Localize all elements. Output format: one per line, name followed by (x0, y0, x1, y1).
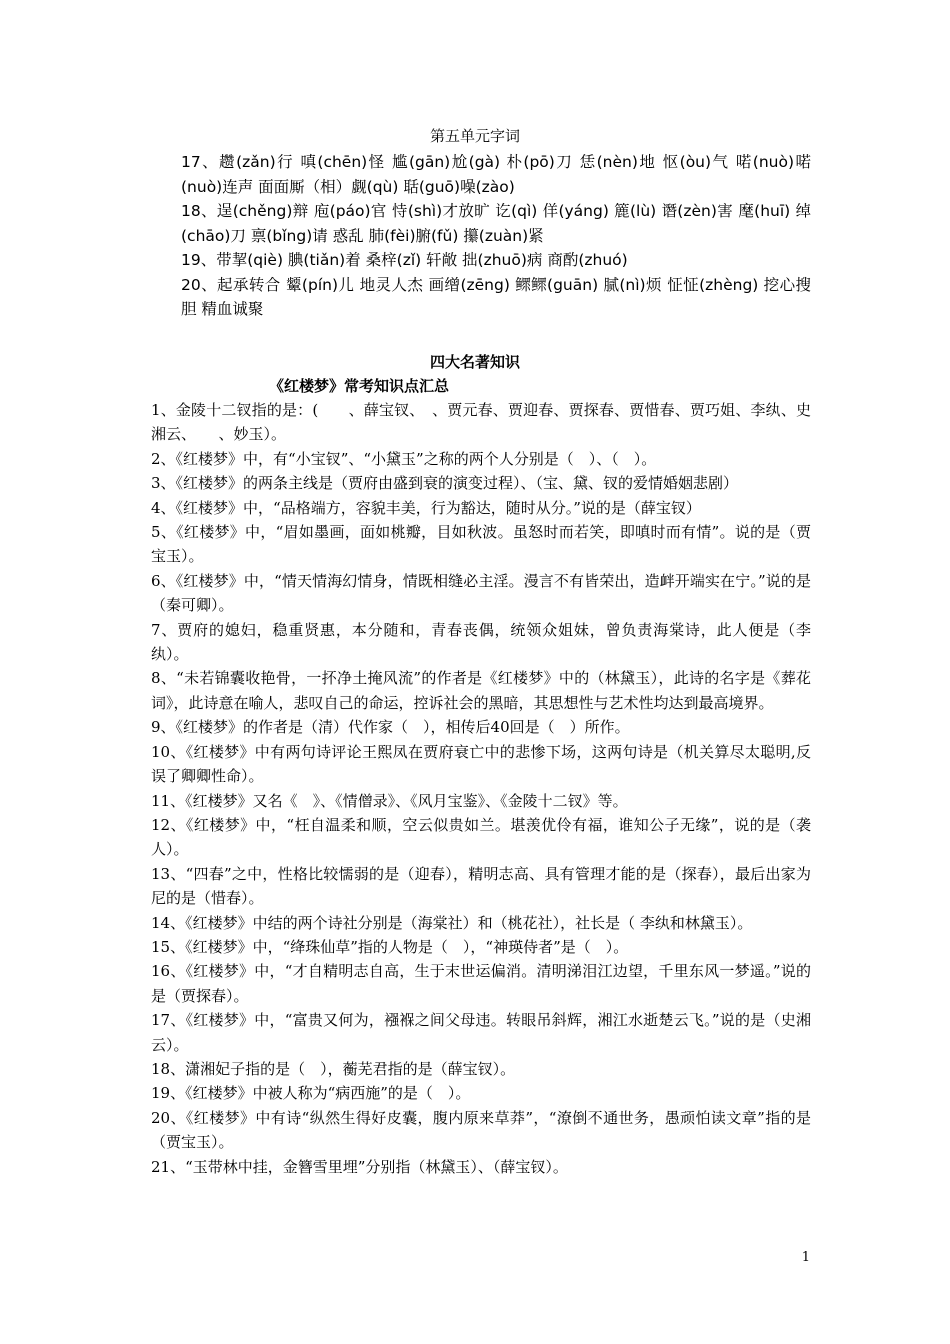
list-item: 2、《红楼梦》中，有“小宝钗”、“小黛玉”之称的两个人分别是（ ）、（ ）。 (151, 449, 657, 468)
list-item: 20、《红楼梦》中有诗“纵然生得好皮囊，腹内原来草莽”，“潦倒不通世务，愚顽怕读文章”指的是（贾宝玉）。 (151, 1108, 811, 1152)
list-item: 14、《红楼梦》中结的两个诗社分别是（海棠社）和（桃花社），社长是（ 李纨和林黛玉）。 (151, 913, 753, 932)
list-item: 6、《红楼梦》中，“情天情海幻情身，情既相缝必主淫。漫言不有皆荣出，造衅开端实在宁。”说的是（秦可卿）。 (151, 571, 811, 615)
list-item: 17、《红楼梦》中，“富贵又何为，襁褓之间父母违。转眼吊斜辉，湘江水逝楚云飞。”说的是（史湘云）。 (151, 1011, 811, 1054)
list-item: 1、金陵十二钗指的是：( 、薛宝钗、 、贾元春、贾迎春、贾探春、贾惜春、贾巧姐、李纨、史湘云、 、妙玉）。 (151, 401, 811, 444)
list-item: 12、《红楼梦》中，“枉自温柔和顺，空云似贵如兰。堪羡优伶有福，谁知公子无缘”，说的是（袭人）。 (151, 815, 811, 859)
list-item: 19、《红楼梦》中被人称为“病西施”的是（ ）。 (151, 1084, 471, 1103)
unit-title: 第五单元字词 (429, 127, 520, 145)
list-item: 10、《红楼梦》中有两句诗评论王熙凤在贾府衰亡中的悲惨下场，这两句诗是（机关算尽太聪明,反误了卿卿性命）。 (151, 742, 811, 786)
vocab-line: 18、逞(chěng)辩 庖(páo)官 恃(shì)才放旷 讫(qì) 佯(yáng) 簏(lù) 谮(zèn)害 麾(huī) 绰(chāo)刀 禀(bǐng)请 惑乱 肺(fèi)腑(fǔ) 攥(zuàn)紧 (181, 202, 811, 245)
section-title: 四大名著知识 (429, 353, 520, 371)
page-number: 1 (801, 1250, 810, 1265)
list-item: 13、“四春”之中，性格比较懦弱的是（迎春），精明志高、具有管理才能的是（探春），最后出家为尼的是（惜春）。 (151, 864, 811, 908)
list-item: 8、“未若锦囊收艳骨，一抔净土掩风流”的作者是《红楼梦》中的（林黛玉），此诗的名字是《葬花词》，此诗意在喻人，悲叹自己的命运，控诉社会的黑暗，其思想性与艺术性均达到最高境界。 (151, 669, 811, 712)
list-item: 5、《红楼梦》中，“眉如墨画，面如桃瓣，目如秋波。虽怒时而若笑，即嗔时而有情”。说的是（贾宝玉）。 (151, 523, 811, 566)
knowledge-list (151, 398, 811, 1179)
list-item: 3、《红楼梦》的两条主线是（贾府由盛到衰的演变过程）、（宝、黛、钗的爱情婚姻悲剧） (151, 474, 739, 493)
vocab-line: 20、起承转合 颦(pín)儿 地灵人杰 画缯(zēng) 鳏鳏(guān) 腻(nì)烦 怔怔(zhèng) 挖心搜胆 精血诚聚 (181, 275, 811, 318)
list-item: 16、《红楼梦》中，“才自精明志自高，生于末世运偏消。清明涕泪江边望，千里东风一梦遥。”说的是（贾探春）。 (151, 962, 811, 1005)
sub-title: 《红楼梦》常考知识点汇总 (269, 377, 450, 395)
list-item: 21、“玉带林中挂，金簪雪里埋”分别指（林黛玉）、（薛宝钗）。 (151, 1157, 568, 1176)
list-item: 15、《红楼梦》中，“绛珠仙草”指的人物是（ ），“神瑛侍者”是（ ）。 (151, 937, 629, 956)
vocab-list (181, 150, 811, 322)
list-item: 4、《红楼梦》中，“品格端方，容貌丰美，行为豁达，随时从分。”说的是（薛宝钗） (151, 498, 701, 517)
vocab-line: 19、带挈(qiè) 腆(tiǎn)着 桑梓(zǐ) 轩敞 拙(zhuō)病 商酌(zhuó) (181, 251, 628, 269)
vocab-line: 17、趱(zǎn)行 嗔(chēn)怪 尴(gān)尬(gà) 朴(pō)刀 恁(nèn)地 怄(òu)气 喏(nuò)喏(nuò)连声 面面厮（相）觑(qù) 聒(guō)噪(zào) (181, 153, 811, 196)
list-item: 11、《红楼梦》又名《 》、《情僧录》、《风月宝鉴》、《金陵十二钗》等。 (151, 791, 628, 810)
list-item: 18、潇湘妃子指的是（ ），蘅芜君指的是（薛宝钗）。 (151, 1059, 516, 1078)
list-item: 9、《红楼梦》的作者是（清）代作家（ ），相传后40回是（ ）所作。 (151, 718, 630, 737)
list-item: 7、贾府的媳妇，稳重贤惠，本分随和，青春丧偶，统领众姐妹，曾负责海棠诗，此人便是（李纨）。 (151, 620, 811, 664)
